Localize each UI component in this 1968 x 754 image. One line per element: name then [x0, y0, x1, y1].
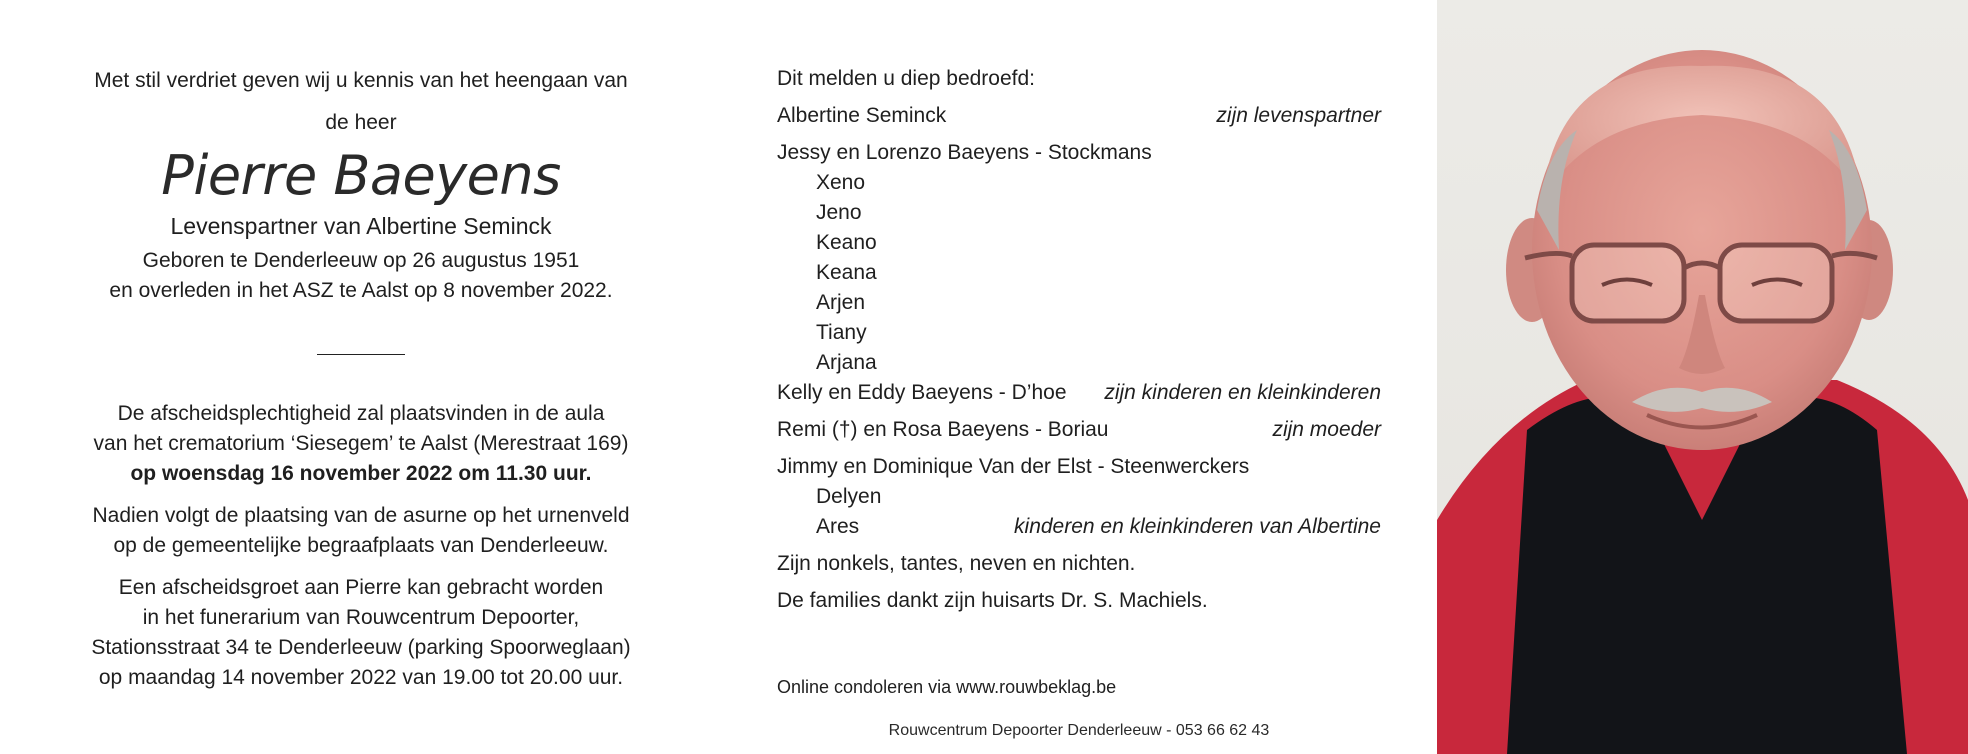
farewell-line-1: Een afscheidsgroet aan Pierre kan gebracht worden: [118, 576, 604, 599]
grandchild: [777, 228, 1381, 258]
albertine-role: kinderen en kleinkinderen van Albertine: [1014, 515, 1381, 538]
couple-3: Jimmy en Dominique Van der Elst - Steenwerckers: [777, 455, 1250, 478]
mourners-column: [777, 64, 1381, 742]
ceremony-text: [70, 399, 652, 489]
intro-text: [70, 60, 652, 144]
died-line: en overleden in het ASZ te Aalst op 8 november 2022.: [109, 279, 613, 302]
born-line: Geboren te Denderleeuw op 26 augustus 1951: [142, 249, 580, 272]
mother-role: zijn moeder: [1272, 418, 1381, 441]
burial-text: [70, 501, 652, 561]
intro-line-1: Met stil verdriet geven wij u kennis van het heengaan van: [94, 69, 628, 92]
ceremony-line-1: De afscheidsplechtigheid zal plaatsvinden in de aula: [117, 402, 605, 425]
farewell-line-2: in het funerarium van Rouwcentrum Depoorter,: [142, 606, 580, 629]
grandchild: [777, 348, 1381, 378]
mourner-row: [777, 101, 1381, 131]
grandchild: [777, 258, 1381, 288]
partner-name: Albertine Seminck: [777, 104, 947, 127]
relatives-line: [777, 549, 1381, 579]
ceremony-date: op woensdag 16 november 2022 om 11.30 uur.: [130, 462, 592, 485]
mourner-row: [777, 138, 1381, 168]
birth-death-text: [70, 246, 652, 306]
mother-line: Remi (†) en Rosa Baeyens - Boriau: [777, 418, 1109, 441]
grandchild: [777, 168, 1381, 198]
burial-line-2: op de gemeentelijke begraafplaats van Denderleeuw.: [113, 534, 609, 557]
mourners-heading-text: Dit melden u diep bedroefd:: [777, 67, 1035, 90]
grandchild: [777, 318, 1381, 348]
grandchild-name: Arjana: [816, 351, 877, 374]
portrait-illustration: [1437, 0, 1968, 754]
grandchild-name: Tiany: [816, 321, 867, 344]
grandchild-name: Xeno: [816, 171, 866, 194]
grandchild-name: Arjen: [816, 291, 866, 314]
burial-line-1: Nadien volgt de plaatsing van de asurne op het urnenveld: [92, 504, 630, 527]
deceased-name: Pierre Baeyens: [161, 144, 561, 207]
couple-1: Jessy en Lorenzo Baeyens - Stockmans: [777, 141, 1152, 164]
mourner-row: [777, 452, 1381, 482]
intro-line-2: de heer: [325, 111, 397, 134]
grandchild: [777, 198, 1381, 228]
mourner-row: [777, 378, 1381, 408]
grandchild-name: Keana: [816, 261, 877, 284]
children-role: zijn kinderen en kleinkinderen: [1104, 381, 1381, 404]
ceremony-line-2: van het crematorium ‘Siesegem’ te Aalst (Merestraat 169): [93, 432, 629, 455]
couple-2: Kelly en Eddy Baeyens - D’hoe: [777, 381, 1067, 404]
announcement-column: [70, 60, 652, 705]
funeral-home-footer: Rouwcentrum Depoorter Denderleeuw - 053 66 62 43: [888, 722, 1270, 739]
farewell-text: [70, 573, 652, 693]
farewell-line-3: Stationsstraat 34 te Denderleeuw (parking Spoorweglaan): [91, 636, 631, 659]
thanks-text: De families dankt zijn huisarts Dr. S. Machiels.: [777, 589, 1208, 612]
divider: [317, 354, 405, 355]
grandchild-name: Jeno: [816, 201, 862, 224]
relatives-text: Zijn nonkels, tantes, neven en nichten.: [777, 552, 1136, 575]
mourners-heading: [777, 64, 1381, 94]
grandchild-name: Ares: [816, 515, 860, 538]
farewell-line-4: op maandag 14 november 2022 van 19.00 tot 20.00 uur.: [98, 666, 624, 689]
grandchild: [777, 288, 1381, 318]
partner-line: Levenspartner van Albertine Seminck: [170, 213, 552, 239]
thanks-line: [777, 586, 1381, 616]
grandchild-name: Delyen: [816, 485, 882, 508]
partner-role: zijn levenspartner: [1216, 104, 1381, 127]
grandchild-name: Keano: [816, 231, 877, 254]
grandchild: [777, 512, 1381, 542]
portrait-photo: [1437, 0, 1968, 754]
grandchild: [777, 482, 1381, 512]
online-condolences-link[interactable]: Online condoleren via www.rouwbeklag.be: [777, 677, 1117, 697]
mourner-row: [777, 415, 1381, 445]
